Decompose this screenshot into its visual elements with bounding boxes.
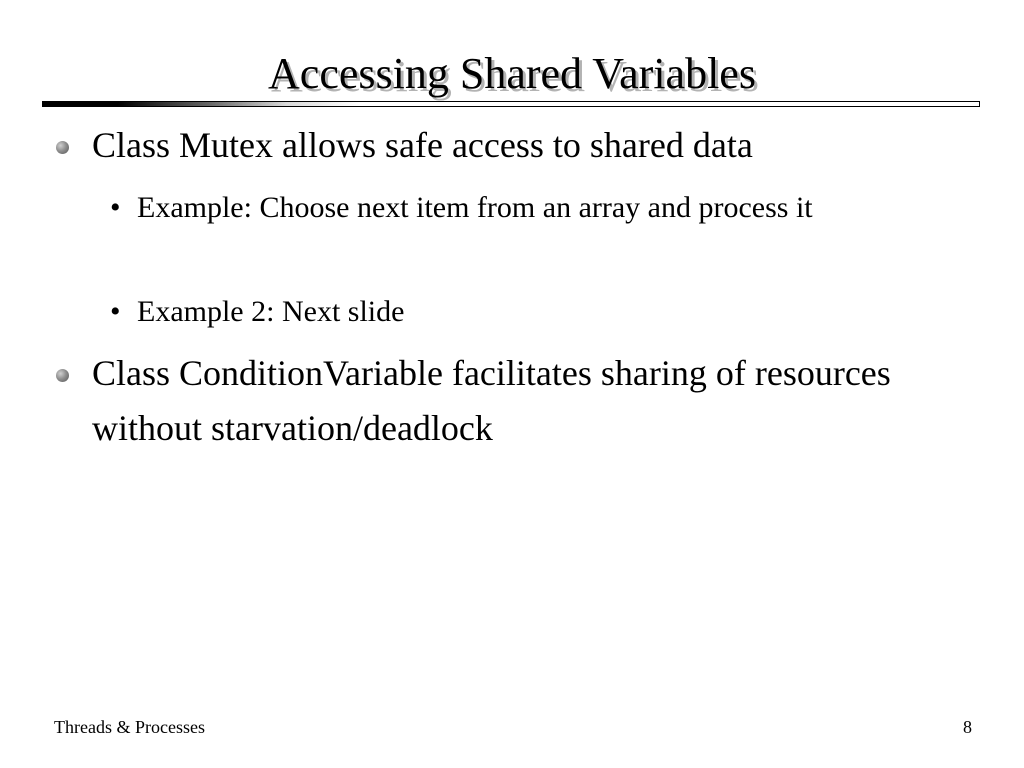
sub-bullet-item [110,185,917,231]
bullet-dot-icon [56,369,69,382]
page-number: 8 [963,717,972,737]
slide-title: Accessing Shared Variables [268,49,756,98]
sub-bullet-dot-icon: • [110,295,121,328]
bullet-item [92,118,952,173]
bullet-text: Class ConditionVariable facilitates sharing of resources without starvation/deadlock [92,353,891,448]
bullet-item [92,346,952,456]
sub-bullet-text: Example 2: Next slide [137,295,405,328]
bullet-text: Class Mutex allows safe access to shared data [92,125,753,165]
sub-bullet-text: Example: Choose next item from an array and process it [137,191,813,224]
sub-bullet-dot-icon: • [110,191,121,224]
sub-bullet-item [110,289,917,335]
footer-title: Threads & Processes [54,717,205,737]
bullet-dot-icon [56,141,69,154]
